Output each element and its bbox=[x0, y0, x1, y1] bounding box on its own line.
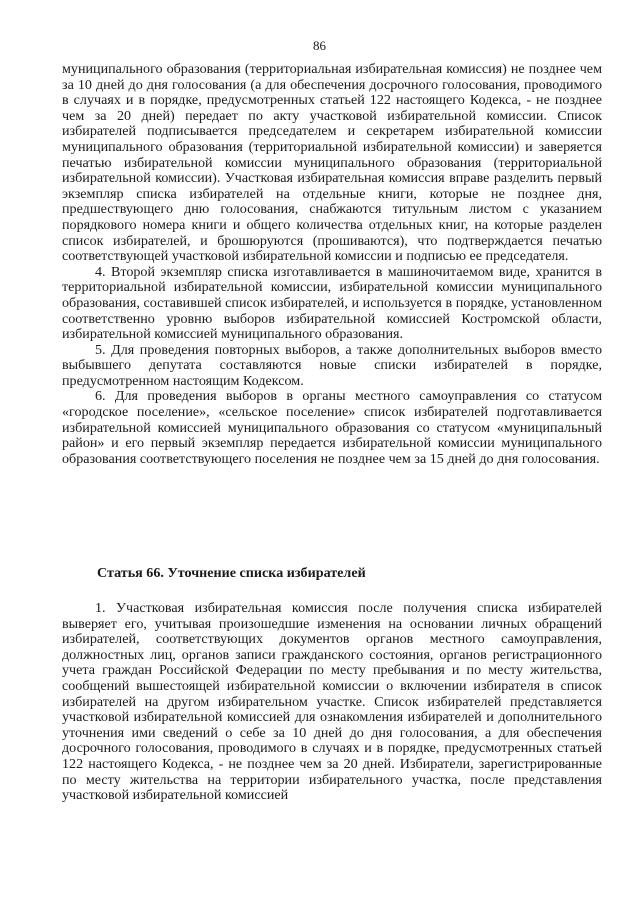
paragraph-5: 5. Для проведения повторных выборов, а также дополнительных выборов вместо выбывшего депутата составляются новые списки избирателей в порядке, предусмотренном настоящим Кодексом. bbox=[62, 341, 602, 389]
article-65-continuation bbox=[62, 62, 602, 467]
article-title: Уточнение списка избирателей bbox=[167, 565, 366, 581]
article-heading bbox=[97, 565, 366, 581]
continuation-paragraph: муниципального образования (территориальная избирательная комиссия) не позднее чем за 10 дней до дня голосования (а для обеспечения досрочного голосования, проводимого в случаях и в порядке, предусмотренных статьей 122 настоящего Кодекса, - не позднее чем за 20 дней) передает по акту участковой избирательной комиссии. Список избирателей подписывается председателем и секретарем избирательной комиссии муниципального образования (территориальной избирательной комиссии) и заверяется печатью избирательной комиссии муниципального образования (территориальной избирательной комиссии). Участковая избирательная комиссия вправе разделить первый экземпляр списка избирателей на отдельные книги, которые не позднее дня, предшествующего дню голосования, снабжаются титульным листом с указанием порядкового номера книги и общего количества отдельных книг, на которые разделен список избирателей, и брошюруются (прошиваются), что подтверждается печатью соответствующей участковой избирательной комиссии и подписью ее председателя. bbox=[62, 61, 602, 265]
article-66-paragraph-1: 1. Участковая избирательная комиссия после получения списка избирателей выверяет его, учитывая произошедшие изменения на основании личных обращений избирателей, соответствующих документов органов местного самоуправления, должностных лиц, органов записи гражданского состояния, органов регистрационного учета граждан Российской Федерации по месту пребывания и по месту жительства, сообщений вышестоящей избирательной комиссии о включении избирателя в список избирателей на другом избирательном участке. Список избирателей представляется участковой избирательной комиссией для ознакомления избирателей и дополнительного уточнения ими сведений о себе за 10 дней до дня голосования, а для обеспечения досрочного голосования, проводимого в случаях и в порядке, предусмотренных статьей 122 настоящего Кодекса, - не позднее чем за 20 дней. Избиратели, зарегистрированные по месту жительства на территории избирательного участка, после представления участковой избирательной комиссией bbox=[62, 600, 602, 804]
article-66-body bbox=[62, 601, 602, 804]
paragraph-4: 4. Второй экземпляр списка изготавливается в машиночитаемом виде, хранится в территориальной избирательной комиссии, избирательной комиссии муниципального образования, составившей список избирателей, и используется в порядке, установленном соответственно уровню выборов избирательной комиссией Костромской области, избирательной комиссией муниципального образования. bbox=[62, 263, 602, 343]
paragraph-6: 6. Для проведения выборов в органы местного самоуправления со статусом «городское поселение», «сельское поселение» список избирателей подготавливается избирательной комиссией муниципального образования со статусом «муниципальный район» и его первый экземпляр передается избирательной комиссии муниципального образования соответствующего поселения не позднее чем за 15 дней до дня голосования. bbox=[62, 388, 602, 467]
article-number: Статья 66. bbox=[97, 565, 168, 581]
page-number: 86 bbox=[313, 38, 326, 53]
